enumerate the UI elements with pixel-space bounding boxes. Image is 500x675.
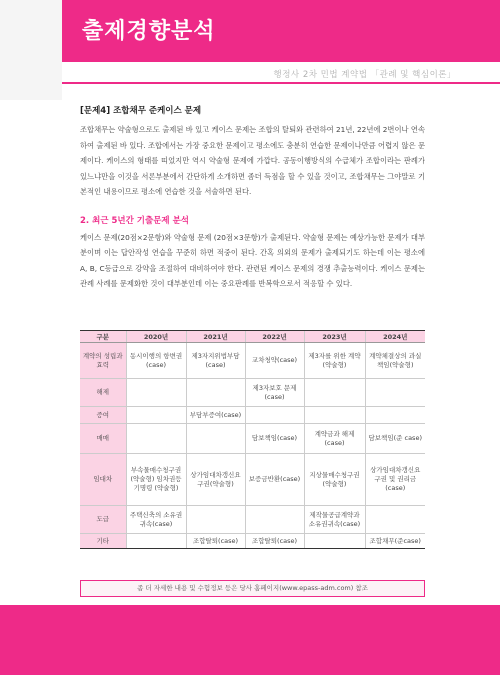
table-cell: 제작물공급계약과 소유권귀속(case) bbox=[304, 506, 365, 534]
subtitle-row bbox=[0, 62, 500, 100]
table-header-cell: 2020년 bbox=[126, 331, 186, 343]
table-cell bbox=[365, 379, 425, 407]
row-category: 계약의 성립과 효력 bbox=[80, 343, 126, 379]
table-cell bbox=[245, 506, 304, 534]
header-divider bbox=[62, 82, 500, 84]
table-row bbox=[80, 454, 425, 506]
table-cell: 조합탈퇴(case) bbox=[245, 534, 304, 549]
table-cell: 조합탈퇴(case) bbox=[186, 534, 245, 549]
table-row bbox=[80, 506, 425, 534]
table-cell: 교차청약(case) bbox=[245, 343, 304, 379]
page-header bbox=[0, 0, 500, 100]
table-cell: 부속물매수청구권 (약술형) 임차권등기명령 (약술형) bbox=[126, 454, 186, 506]
main-content bbox=[80, 104, 425, 292]
table-cell bbox=[304, 379, 365, 407]
row-category: 임대차 bbox=[80, 454, 126, 506]
table-cell bbox=[126, 407, 186, 424]
table-row bbox=[80, 407, 425, 424]
table-cell bbox=[365, 506, 425, 534]
table-cell: 담보책임(준 case) bbox=[365, 424, 425, 454]
table-header-cell: 2024년 bbox=[365, 331, 425, 343]
table-header-cell: 2022년 bbox=[245, 331, 304, 343]
table-row bbox=[80, 379, 425, 407]
table-cell: 주택신축의 소유권귀속(case) bbox=[126, 506, 186, 534]
table-cell: 보증금반환(case) bbox=[245, 454, 304, 506]
table-cell: 지상물매수청구권 (약술형) bbox=[304, 454, 365, 506]
table-cell: 제3자지위법부담 (case) bbox=[186, 343, 245, 379]
table-cell: 제3자보호 문제(case) bbox=[245, 379, 304, 407]
question-title: [문제4] 조합채무 준케이스 문제 bbox=[80, 106, 202, 116]
table-cell: 부담부증여(case) bbox=[186, 407, 245, 424]
page-footer-band bbox=[0, 605, 500, 675]
table-cell bbox=[186, 379, 245, 407]
page-subtitle: 행정사 2차 민법 계약법 「관례 및 핵심이론」 bbox=[273, 70, 456, 80]
table-cell bbox=[245, 407, 304, 424]
table-cell: 제3자를 위한 계약(약술형) bbox=[304, 343, 365, 379]
table-cell bbox=[186, 424, 245, 454]
question-description: 조합채무는 약술형으로도 출제된 바 있고 케이스 문제는 조합의 탈퇴와 관련하여 21년, 22년에 2번이나 연속하여 출제된 바 있다. 조합에서는 가장 중요한 문제이고 평소에도 충분히 연습한 문제이나만큼 어렵지 않은 문제이다. 케이스의 형태를 띠었지만 역시 약술형 문제에 가깝다. 공동이행방식의 수급체가 조합이라는 판례가 있느냐만을 이것을 서론부분에서 간단하게 소개하면 좀더 득점을 할 수 있을 것이고, 조합채무는 그야말로 기본적인 내용이므로 평소에 연습한 것을 서술하면 된다. bbox=[80, 125, 425, 196]
table-row bbox=[80, 534, 425, 549]
table-row bbox=[80, 343, 425, 379]
table-cell: 담보책임(case) bbox=[245, 424, 304, 454]
table-cell bbox=[304, 534, 365, 549]
table-header-cell: 2021년 bbox=[186, 331, 245, 343]
table-cell bbox=[126, 534, 186, 549]
table-header-row bbox=[80, 331, 425, 343]
table-header-cell: 2023년 bbox=[304, 331, 365, 343]
table-cell: 조합채무(준case) bbox=[365, 534, 425, 549]
row-category: 매매 bbox=[80, 424, 126, 454]
table-row bbox=[80, 424, 425, 454]
table-cell: 상가임대차갱신요 구권(약술형) bbox=[186, 454, 245, 506]
row-category: 도급 bbox=[80, 506, 126, 534]
table-cell: 계약체결상의 과실책임(약술형) bbox=[365, 343, 425, 379]
table-cell bbox=[126, 424, 186, 454]
table-cell: 상가임대차갱신요 구권 및 권리금 (case) bbox=[365, 454, 425, 506]
table-cell bbox=[186, 506, 245, 534]
row-category: 기타 bbox=[80, 534, 126, 549]
table-cell bbox=[365, 407, 425, 424]
page-title: 출제경향분석 bbox=[82, 19, 216, 44]
row-category: 증여 bbox=[80, 407, 126, 424]
row-category: 해제 bbox=[80, 379, 126, 407]
footnote-box bbox=[80, 580, 425, 597]
footnote-text: 좀 더 자세한 내용 및 수험정보 등은 당사 홈페이지(www.epass-adm.com) 참조 bbox=[137, 584, 368, 592]
analysis-heading: 2. 최근 5년간 기출문제 분석 bbox=[80, 215, 190, 226]
exam-trend-table bbox=[80, 330, 425, 549]
table-cell bbox=[304, 407, 365, 424]
table-header-cell: 구분 bbox=[80, 331, 126, 343]
table-cell: 계약금과 해제(case) bbox=[304, 424, 365, 454]
table-cell bbox=[126, 379, 186, 407]
table-cell: 동시이행의 항변권(case) bbox=[126, 343, 186, 379]
analysis-description: 케이스 문제(20점×2문항)와 약술형 문제 (20점×3문항)가 출제된다. 약술형 문제는 예상가능한 문제가 대부분이며 이는 답안작성 연습을 꾸준히 하면 적중이 된다. 간혹 의외의 문제가 출제되기도 하는데 이는 평소에 A, B, C등급으로 강약을 조절하여 대비하여야 한다. 관련된 케이스 문제의 경쟁 추출능력이다. 케이스 문제는 관례 사례를 문제화한 것이 대부분인데 이는 중요판례를 반복학으로서 적응할 수 있다. bbox=[80, 232, 425, 288]
header-title-band bbox=[62, 0, 500, 62]
